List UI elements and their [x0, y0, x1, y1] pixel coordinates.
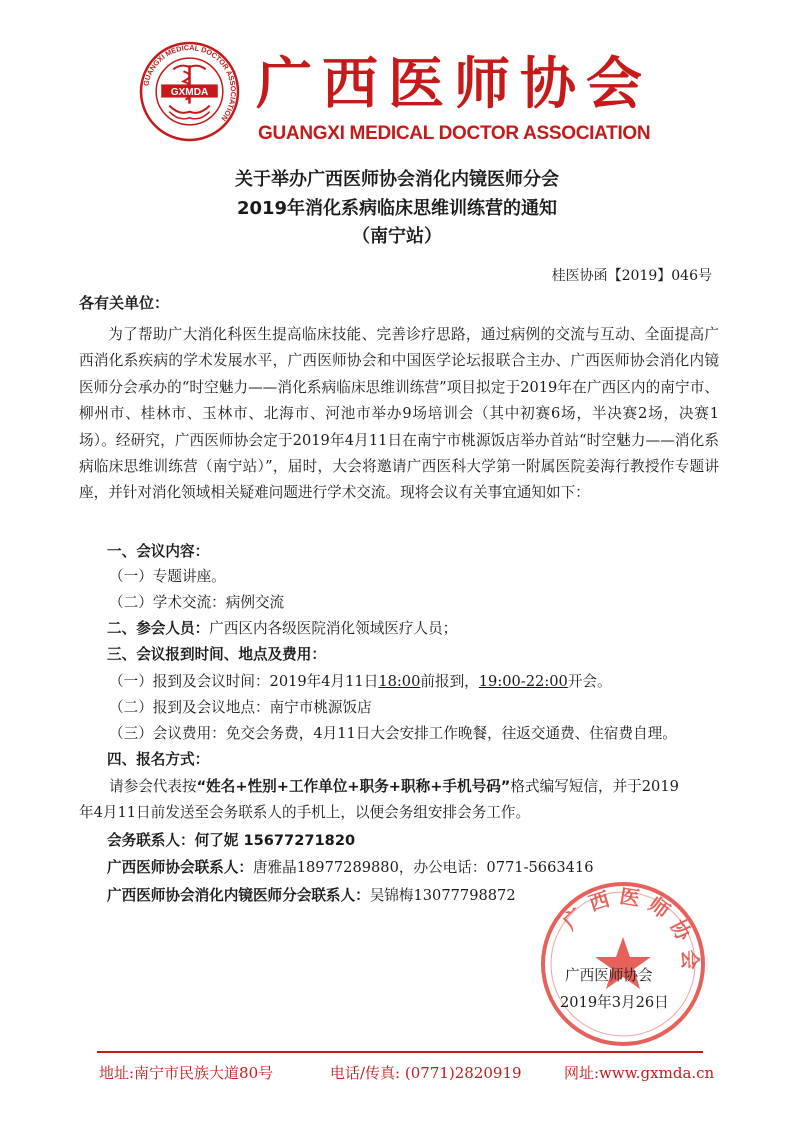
footer-address: 地址:南宁市民族大道80号	[99, 1064, 274, 1082]
s4-suffix: 格式编写短信，并于2019	[510, 778, 679, 795]
footer-divider	[97, 1051, 703, 1053]
official-seal-icon	[538, 879, 708, 1049]
footer-phone: 电话/传真: (0771)2820919	[330, 1064, 522, 1082]
s4-prefix: 请参会代表按	[109, 778, 197, 795]
org-name-heading: 广西医师协会	[256, 51, 652, 117]
footer-website[interactable]: 网址:www.gxmda.cn	[564, 1064, 715, 1082]
signature-date: 2019年3月26日	[560, 994, 669, 1011]
seal-text: 广西医师协会	[557, 883, 703, 978]
document-number: 桂医协函【2019】046号	[551, 268, 712, 284]
section-4-heading: 四、报名方式：	[107, 751, 210, 768]
section-2-text: 广西区内各级医院消化领域医疗人员；	[209, 620, 458, 637]
title-line-2: 2019年消化系病临床思维训练营的通知	[236, 198, 558, 219]
body-paragraph: 为了帮助广大消化科医生提高临床技能、完善诊疗思路，通过病例的交流与互动、全面提高广西消化系疾病的学术发展水平，广西医师协会和中国医学论坛报联合主办、广西医师协会消化内镜医师分会承办的“时空魅力——消化系病临床思维训练营”项目拟定于2019年在广西区内的南宁市、柳州市、桂林市、玉林市、北海市、河池市举办9场培训会（其中初赛6场，半决赛2场，决赛1场）。经研究，广西医师协会定于2019年4月11日在南宁市桃源饭店举办首站“时空魅力——消化系病临床思维训练营（南宁站）”，届时，大会将邀请广西医科大学第一附属医院姜海行教授作专题讲座，并针对消化领域相关疑难问题进行学术交流。现将会议有关事宜通知如下：	[79, 326, 719, 502]
contact-association-value: 唐雅晶18977289880，办公电话：0771-5663416	[252, 859, 594, 876]
section-3-item-2: （二）报到及会议地点：南宁市桃源饭店	[109, 699, 372, 716]
title-line-1: 关于举办广西医师协会消化内镜医师分会	[235, 169, 559, 190]
section-1-item-1: （一）专题讲座。	[109, 568, 226, 585]
org-name-english: GUANGXI MEDICAL DOCTOR ASSOCIATION	[258, 123, 651, 144]
s3-item1-mid: 前报到，	[420, 673, 479, 690]
association-logo-icon	[139, 41, 240, 142]
section-1-item-2: （二）学术交流：病例交流	[109, 594, 285, 611]
section-1-heading: 一、会议内容：	[107, 543, 210, 560]
logo-abbr: GXMDA	[170, 87, 209, 99]
checkin-time: 18:00	[378, 673, 421, 690]
section-4-text-line-2: 年4月11日前发送至会务联系人的手机上，以便会务组安排会务工作。	[79, 804, 531, 821]
s3-item1-suffix: 开会。	[567, 673, 612, 690]
meeting-time: 19:00-22:00	[478, 673, 568, 690]
s3-item1-prefix: （一）报到及会议时间：2019年4月11日	[109, 673, 379, 690]
logo-ring-text: GUANGXI MEDICAL DOCTOR ASSOCIATION	[141, 43, 238, 123]
section-3-item-3: （三）会议费用：免交会务费，4月11日大会安排工作晚餐，往返交通费、住宿费自理。	[109, 725, 677, 742]
contact-branch	[107, 884, 516, 908]
contact-association-label: 广西医师协会联系人：	[107, 859, 253, 876]
section-3-item-1	[109, 670, 612, 694]
contact-meeting-value: 何了妮 15677271820	[194, 832, 356, 849]
section-4-text-line-1	[109, 775, 679, 799]
contact-association	[107, 856, 594, 880]
sms-format: “姓名+性别+工作单位+职务+职称+手机号码”	[196, 778, 511, 795]
salutation: 各有关单位：	[79, 294, 170, 312]
contact-branch-label: 广西医师协会消化内镜医师分会联系人：	[107, 887, 370, 904]
contact-branch-value: 吴锦梅13077798872	[369, 887, 516, 904]
title-line-3: （南宁站）	[352, 226, 442, 247]
signature-org: 广西医师协会	[565, 967, 653, 984]
section-2-heading: 二、参会人员：	[107, 620, 210, 637]
contact-meeting-label: 会务联系人：	[107, 832, 195, 849]
section-3-heading: 三、会议报到时间、地点及费用：	[107, 646, 326, 663]
contact-meeting	[107, 829, 355, 853]
section-2	[107, 617, 457, 641]
